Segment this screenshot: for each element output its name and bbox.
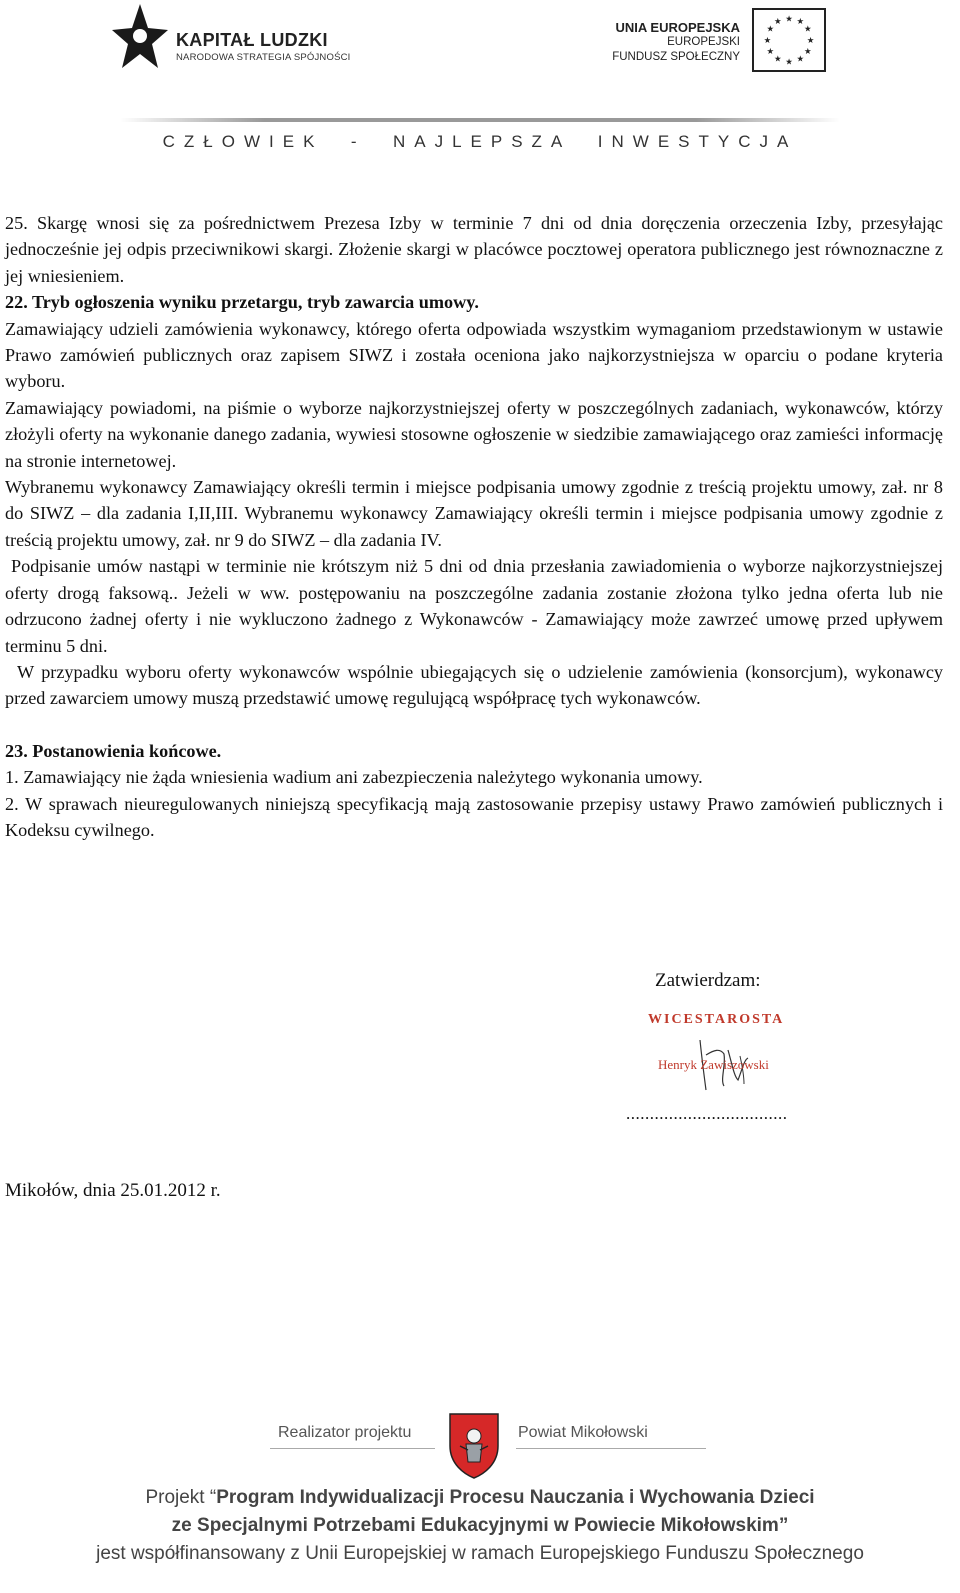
signature-stamp — [630, 1000, 830, 1100]
svg-text:★: ★ — [796, 53, 805, 64]
project-line-1 — [0, 1484, 960, 1512]
paragraph-25: 25. Skargę wnosi się za pośrednictwem Prezesa Izby w terminie 7 dni od dnia doręczenia orzeczenia Izby, przesyłając jednocześnie jej odpis przeciwnikowi skargi. Złożenie skargi w placówce pocztowej operatora publicznego jest równoznaczne z jej wniesieniem. — [5, 213, 943, 286]
svg-text:★: ★ — [785, 56, 793, 67]
paragraph-23-1: 1. Zamawiający nie żąda wniesienia wadium ani zabezpieczenia należytego wykonania umowy. — [5, 767, 703, 788]
eu-label — [580, 20, 740, 65]
project-prefix: Projekt “ — [145, 1487, 217, 1508]
project-funding: jest współfinansowany z Unii Europejskiej w ramach Europejskiego Funduszu Społecznego — [96, 1543, 864, 1564]
signature-dots: .................................. — [626, 1104, 788, 1123]
paragraph-23-2: 2. W sprawach nieuregulowanych niniejszą specyfikacją mają zastosowanie przepisy ustawy Prawo zamówień publicznych i Kodeksu cywilnego. — [5, 793, 943, 840]
svg-text:★: ★ — [806, 34, 815, 45]
footer-powiat-label: Powiat Mikołowski — [518, 1424, 648, 1441]
project-title-1: Program Indywidualizacji Procesu Nauczania i Wychowania Dzieci — [216, 1487, 815, 1508]
svg-text:★: ★ — [773, 53, 782, 64]
paragraph-22-signing: Podpisanie umów nastąpi w terminie nie krótszym niż 5 dni od dnia przesłania zawiadomienia o wyborze najkorzystniejszej oferty drogą faksową.. Jeżeli w ww. postępowaniu na poszczególne zadania zostanie złożona tylko jedna oferta lub nie odrzucono żadnej oferty i nie wykluczono żadnego z Wykonawców - Zamawiający może zawrzeć umowę przed upływem terminu 5 dni. — [5, 556, 943, 656]
project-title-2: ze Specjalnymi Potrzebami Edukacyjnymi w Powiecie Mikołowskim” — [171, 1515, 789, 1536]
eu-line-3: FUNDUSZ SPOŁECZNY — [612, 51, 740, 63]
svg-text:★: ★ — [803, 23, 812, 34]
eu-line-1: UNIA EUROPEJSKA — [615, 20, 740, 35]
section-22-heading: 22. Tryb ogłoszenia wyniku przetargu, tryb zawarcia umowy. — [5, 292, 479, 313]
paragraph-22-award: Zamawiający udzieli zamówienia wykonawcy, którego oferta odpowiada wszystkim wymaganiom przedstawionym w ustawie Prawo zamówień publicznych oraz zapisem SIWZ i została oceniona jako najkorzystniejsza w oparciu o podane kryteria wyboru. — [5, 318, 943, 392]
paragraph-22-contract-terms: Wybranemu wykonawcy Zamawiający określi termin i miejsce podpisania umowy zgodnie z treścią projektu umowy, zał. nr 8 do SIWZ – dla zadania I,II,III. Wybranemu wykonawcy Zamawiający określi termin i miejsce podpisania umowy zgodnie z treścią projektu umowy, zał. nr 9 do SIWZ – dla zadania IV. — [5, 477, 943, 550]
kl-title: KAPITAŁ LUDZKI — [176, 30, 328, 50]
footer-rule-right — [516, 1448, 706, 1449]
paragraph-22-consortium: W przypadku wyboru oferty wykonawców wspólnie ubiegających się o udzielenie zamówienia (konsorcjum), wykonawcy przed zawarciem umowy muszą przedstawić umowę regulującą współpracę tych wykonawców. — [5, 661, 943, 709]
paragraph-22-notification: Zamawiający powiadomi, na piśmie o wyborze najkorzystniejszej oferty w poszczególnych zadaniach, wykonawców, którzy złożyli oferty na wykonanie danego zadania, wywiesi stosowne ogłoszenie w siedzibie zamawiającego oraz zamieści informację na stronie internetowej. — [5, 397, 943, 471]
stamp-title: WICESTAROSTA — [648, 1012, 785, 1027]
svg-text:★: ★ — [763, 34, 772, 45]
approval-label: Zatwierdzam: — [655, 970, 761, 991]
kapital-ludzki-logo — [110, 0, 370, 80]
svg-text:★: ★ — [785, 13, 793, 24]
header-divider — [120, 118, 840, 122]
svg-text:★: ★ — [803, 46, 812, 57]
place-and-date: Mikołów, dnia 25.01.2012 r. — [5, 1180, 221, 1201]
stamp-name: Henryk Zawiszowski — [658, 1057, 769, 1072]
page-footer — [0, 1400, 960, 1593]
kl-subtitle: NARODOWA STRATEGIA SPÓJNOŚCI — [176, 52, 351, 63]
section-23-heading: 23. Postanowienia końcowe. — [5, 740, 222, 761]
footer-project-info — [0, 1484, 960, 1568]
footer-rule-left — [270, 1448, 435, 1449]
page-header — [0, 0, 960, 180]
eu-flag-icon — [752, 8, 826, 72]
svg-text:★: ★ — [766, 46, 775, 57]
footer-realizator-label: Realizator projektu — [278, 1424, 412, 1441]
document-body — [5, 210, 943, 843]
svg-text:★: ★ — [766, 23, 775, 34]
svg-text:★: ★ — [796, 16, 805, 27]
powiat-crest-icon — [444, 1410, 504, 1480]
svg-text:★: ★ — [773, 16, 782, 27]
eu-line-2: EUROPEJSKI — [667, 36, 740, 48]
header-slogan: CZŁOWIEK - NAJLEPSZA INWESTYCJA — [162, 132, 798, 151]
kapital-ludzki-star-icon — [110, 0, 170, 76]
